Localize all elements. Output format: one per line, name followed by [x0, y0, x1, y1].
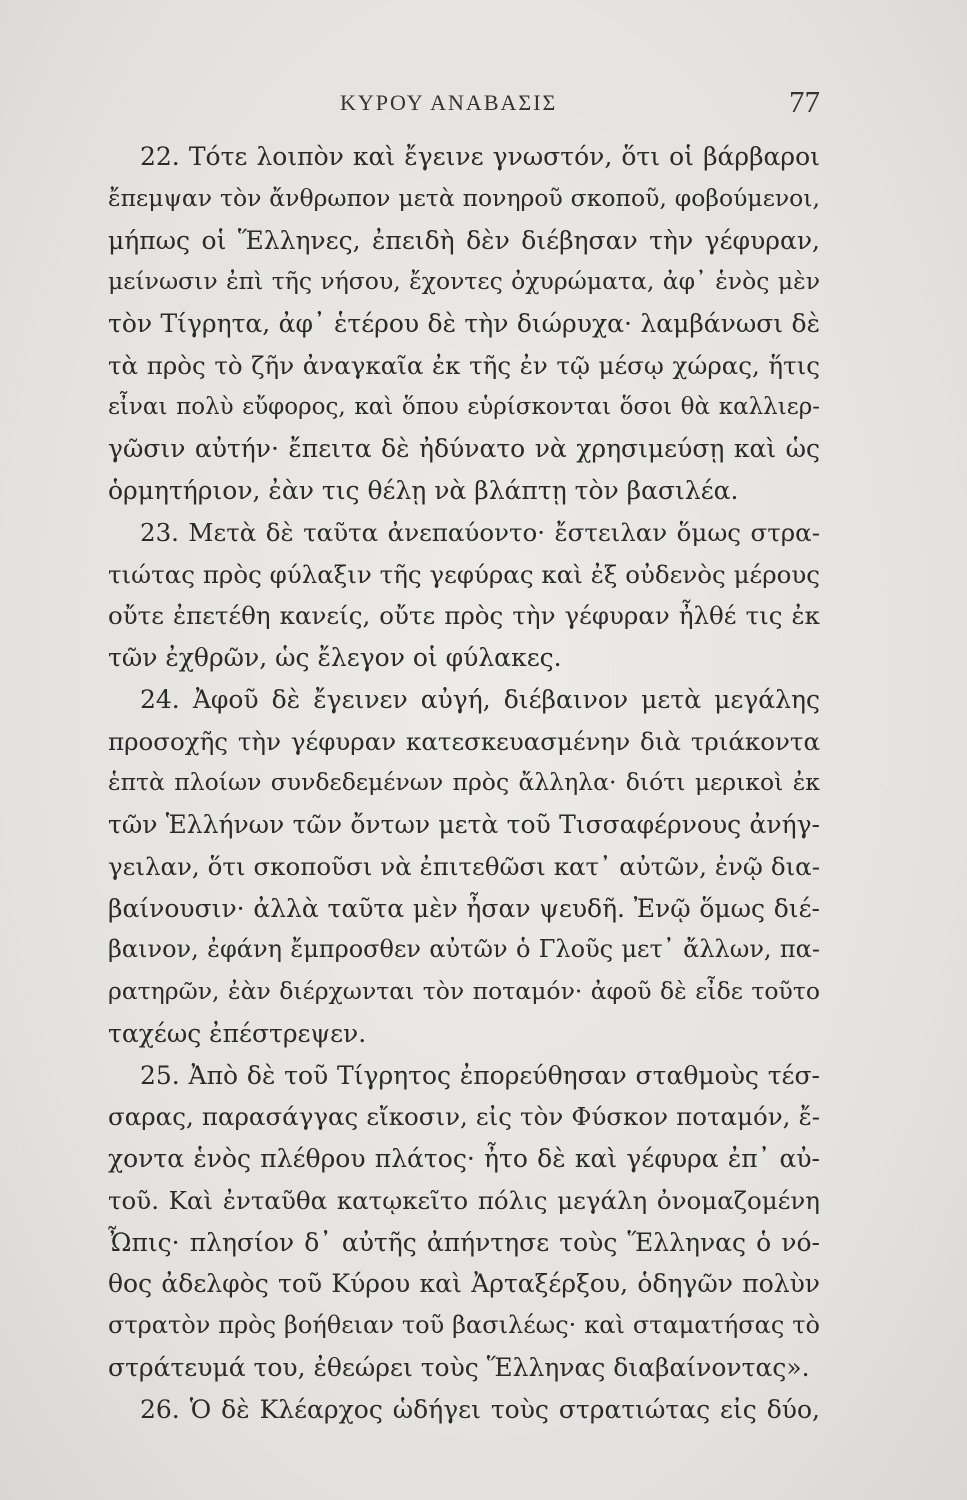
- running-title: ΚΥΡΟΥ ΑΝΑΒΑΣΙΣ: [340, 90, 558, 115]
- text-line: 25. Ἀπὸ δὲ τοῦ Τίγρητος ἐπορεύθησαν σταθμοὺς τέσ-: [140, 1060, 820, 1090]
- text-line: τιώτας πρὸς φύλαξιν τῆς γεφύρας καὶ ἐξ οὐδενὸς μέρους: [108, 559, 820, 589]
- text-line: τῶν Ἑλλήνων τῶν ὄντων μετὰ τοῦ Τισσαφέρνους ἀνήγ-: [108, 810, 820, 839]
- text-line: ρατηρῶν, ἐὰν διέρχωνται τὸν ποταμόν· ἀφοῦ δὲ εἶδε τοῦτο: [108, 977, 820, 1005]
- text-line: γειλαν, ὅτι σκοποῦσι νὰ ἐπιτεθῶσι κατ᾽ αὐτῶν, ἐνῷ δια-: [108, 851, 820, 881]
- text-line: τὰ πρὸς τὸ ζῆν ἀναγκαῖα ἐκ τῆς ἐν τῷ μέσῳ χώρας, ἥτις: [108, 350, 820, 380]
- text-line: Ὦπις· πλησίον δ᾽ αὐτῆς ἀπήντησε τοὺς Ἕλληνας ὁ νό-: [108, 1227, 820, 1257]
- text-line: 26. Ὁ δὲ Κλέαρχος ὡδήγει τοὺς στρατιώτας εἰς δύο,: [140, 1394, 820, 1424]
- text-line: προσοχῆς τὴν γέφυραν κατεσκευασμένην διὰ τριάκοντα: [108, 726, 820, 756]
- body-text: [108, 136, 820, 1430]
- text-line: μείνωσιν ἐπὶ τῆς νήσου, ἔχοντες ὀχυρώματα, ἀφ᾽ ἑνὸς μὲν: [108, 267, 820, 296]
- text-line: χοντα ἑνὸς πλέθρου πλάτος· ἦτο δὲ καὶ γέφυρα ἐπ᾽ αὐ-: [108, 1144, 820, 1173]
- text-line: βαίνουσιν· ἀλλὰ ταῦτα μὲν ἦσαν ψευδῆ. Ἐνῷ ὅμως διέ-: [108, 893, 820, 923]
- text-line: γῶσιν αὐτήν· ἔπειτα δὲ ἠδύνατο νὰ χρησιμεύσῃ καὶ ὡς: [108, 434, 820, 464]
- text-line: ταχέως ἐπέστρεψεν.: [108, 1018, 367, 1048]
- text-line: οὔτε ἐπετέθη κανείς, οὔτε πρὸς τὴν γέφυραν ἦλθέ τις ἐκ: [108, 601, 820, 631]
- text-line: στράτευμά του, ἐθεώρει τοὺς Ἕλληνας διαβαίνοντας».: [108, 1352, 810, 1382]
- text-line: τοῦ. Καὶ ἐνταῦθα κατῳκεῖτο πόλις μεγάλη ὀνομαζομένη: [108, 1185, 820, 1215]
- text-line: μήπως οἱ Ἕλληνες, ἐπειδὴ δὲν διέβησαν τὴν γέφυραν,: [108, 225, 820, 255]
- text-line: στρατὸν πρὸς βοήθειαν τοῦ βασιλέως· καὶ σταματήσας τὸ: [108, 1311, 820, 1339]
- text-line: ἑπτὰ πλοίων συνδεδεμένων πρὸς ἄλληλα· διότι μερικοὶ ἐκ: [108, 768, 820, 797]
- text-line: θος ἀδελφὸς τοῦ Κύρου καὶ Ἀρταξέρξου, ὁδηγῶν πολὺν: [108, 1269, 820, 1299]
- text-line: σαρας, παρασάγγας εἴκοσιν, εἰς τὸν Φύσκον ποταμόν, ἔ-: [108, 1102, 820, 1132]
- text-line: εἶναι πολὺ εὔφορος, καὶ ὅπου εὑρίσκονται ὅσοι θὰ καλλιερ-: [108, 393, 820, 420]
- text-line: 23. Μετὰ δὲ ταῦτα ἀνεπαύοντο· ἔστειλαν ὅμως στρα-: [140, 517, 820, 547]
- text-line: τὸν Τίγρητα, ἀφ᾽ ἑτέρου δὲ τὴν διώρυχα· λαμβάνωσι δὲ: [108, 309, 820, 338]
- text-line: τῶν ἐχθρῶν, ὡς ἔλεγον οἱ φύλακες.: [108, 643, 562, 672]
- text-line: 22. Τότε λοιπὸν καὶ ἔγεινε γνωστόν, ὅτι οἱ βάρβαροι: [140, 142, 820, 171]
- running-head: [108, 86, 820, 122]
- text-line: ἔπεμψαν τὸν ἄνθρωπον μετὰ πονηροῦ σκοποῦ, φοβούμενοι,: [108, 183, 820, 212]
- text-line: βαινον, ἐφάνη ἔμπροσθεν αὐτῶν ὁ Γλοῦς μετ᾽ ἄλλων, πα-: [108, 935, 820, 964]
- text-line: ὁρμητήριον, ἐὰν τις θέλῃ νὰ βλάπτῃ τὸν βασιλέα.: [108, 476, 739, 505]
- page-number: 77: [789, 84, 820, 119]
- text-line: 24. Ἀφοῦ δὲ ἔγεινεν αὐγή, διέβαινον μετὰ μεγάλης: [140, 684, 820, 714]
